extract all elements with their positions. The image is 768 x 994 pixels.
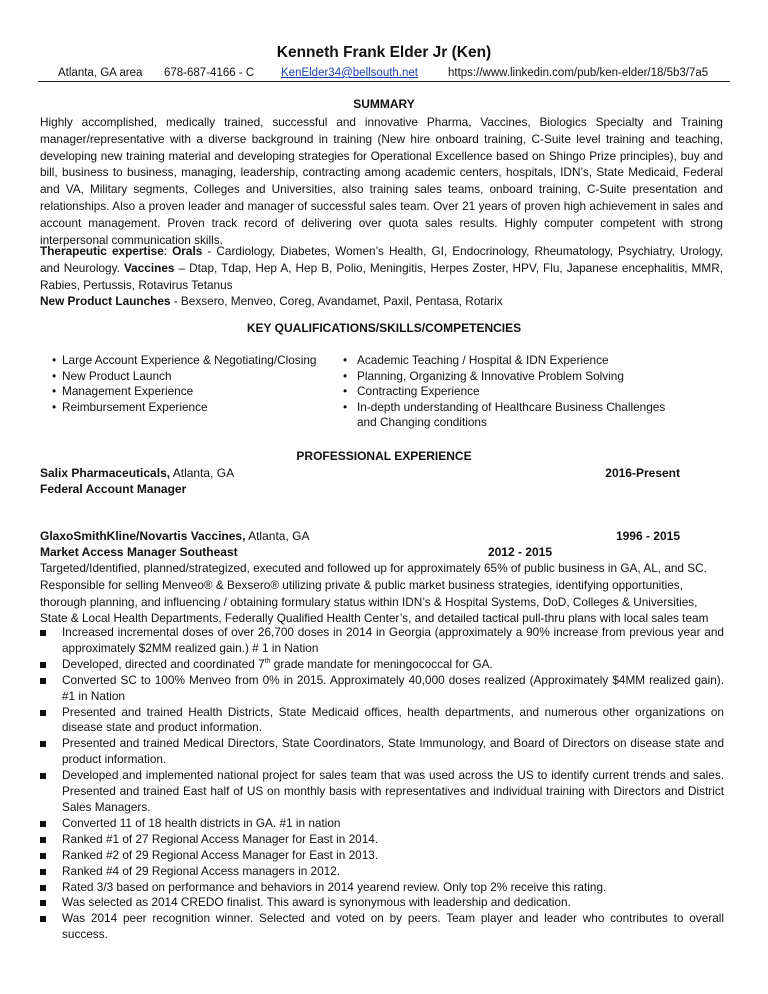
job2-dates: 1996 - 2015 [615, 529, 680, 543]
list-item: Converted 11 of 18 health districts in GA. #1 in nation [38, 816, 724, 832]
job2-role-dates: 2012 - 2015 [487, 545, 552, 559]
list-item: Increased incremental doses of over 26,700 doses in 2014 in Georgia (approximately a 90% increase from previous year and approximately $2MM realized gain.) # 1 in Nation [38, 625, 724, 657]
bullet-text: grade mandate for meningococcal for GA. [270, 656, 493, 671]
qualifications-right-list [343, 353, 688, 431]
list-item: • Large Account Experience & Negotiating/Closing [52, 353, 342, 369]
job2-role-line [40, 544, 552, 560]
vaccines-text: – Dtap, Tdap, Hep A, Hep B, Polio, Meningitis, Herpes Zoster, HPV, Flu, Japanese encephalitis, MMR, Rabies, Pertussis, Rotavirus Tetanus [40, 260, 723, 292]
therapeutic-expertise: Therapeutic expertise: Orals - Cardiology, Diabetes, Women’s Health, GI, Endocrinology, Rheumatology, Psychiatry, Urology, and Neurology. Vaccines – Dtap, Tdap, Hep A, Hep B, Polio, Meningitis, Herpes Zoster, HPV, Flu, Japanese encephalitis, MMR, Rabies, Pertussis, Rotavirus Tetanus New Product Launches - Bexsero, Menveo, Coreg, Avandamet, Paxil, Pentasa, Rotarix [40, 244, 723, 309]
list-item: Developed and implemented national project for sales team that was used across the US to identify current trends and sales. Presented and trained East half of US on monthly basis with representatives and individual training with Directors and District Sales Managers. [38, 768, 724, 816]
list-item: • Reimbursement Experience [52, 400, 342, 416]
contact-line [38, 66, 730, 82]
job1-company: Salix Pharmaceuticals, [40, 466, 171, 480]
contact-location: Atlanta, GA area [58, 67, 143, 79]
job2-description [40, 560, 723, 627]
list-item: • Management Experience [52, 384, 342, 400]
qualifications-left-list [52, 353, 342, 415]
list-item: • Academic Teaching / Hospital & IDN Experience [343, 353, 688, 369]
list-item: • In-depth understanding of Healthcare Business Challenges and Changing conditions [343, 400, 688, 431]
launches-text: - Bexsero, Menveo, Coreg, Avandamet, Paxil, Pentasa, Rotarix [170, 294, 503, 309]
job1-header [40, 465, 680, 481]
list-item: • Contracting Experience [343, 384, 688, 400]
list-item: Ranked #4 of 29 Regional Access managers in 2012. [38, 864, 724, 880]
list-item: • Planning, Organizing & Innovative Problem Solving [343, 369, 688, 385]
list-item: Presented and trained Medical Directors, State Coordinators, State Immunology, and Board of Directors on disease state and product information. [38, 736, 724, 768]
job1-title: Federal Account Manager [40, 482, 187, 496]
orals-label: Orals [172, 244, 203, 258]
contact-phone: 678-687-4166 - C [164, 67, 255, 79]
list-item: Ranked #1 of 27 Regional Access Manager for East in 2014. [38, 832, 724, 848]
therapeutic-label: Therapeutic expertise [40, 244, 164, 258]
list-item: Was selected as 2014 CREDO finalist. This award is synonymous with leadership and dedication. [38, 895, 724, 911]
launches-label: New Product Launches [40, 294, 171, 309]
ordinal-suffix: th [264, 657, 271, 665]
list-item: Converted SC to 100% Menveo from 0% in 2015. Approximately 40,000 doses realized (Approximately $4MM realized gain). #1 in Nation [38, 673, 724, 705]
description-line: Responsible for selling Menveo® & Bexsero® utilizing private & public market business strategies, identifying opportunities, [40, 577, 683, 592]
job2-location: Atlanta, GA [245, 529, 310, 543]
achievements-list [38, 625, 724, 943]
list-item: Ranked #2 of 29 Regional Access Manager for East in 2013. [38, 848, 724, 864]
list-item [38, 657, 724, 673]
experience-heading: PROFESSIONAL EXPERIENCE [296, 449, 472, 463]
contact-linkedin: https://www.linkedin.com/pub/ken-elder/18/5b3/7a5 [448, 67, 709, 79]
job2-header [40, 528, 680, 544]
bullet-text: Developed, directed and coordinated 7 [62, 656, 265, 671]
orals-text: - Cardiology, Diabetes, Women’s Health, GI, Endocrinology, Rheumatology, Psychiatry, Urology, and Neurology. [40, 244, 723, 275]
summary-heading: SUMMARY [353, 97, 415, 111]
summary-text: Highly accomplished, medically trained, successful and innovative Pharma, Vaccines, Biologics Specialty and Training manager/representative with a diverse background in training (New hire onboard training, C-Suite level training and teaching, developing new training material and developing strategies for Operational Excellence based on Shingo Prize principles), buy and bill, business to business, managing, leadership, contracting among academic centers, hospitals, IDN’s, State Medicaid, Federal and VA, Military segments, Colleges and Universities, also training sales teams, onboard training, C-Suite presentation and relationships. Also a proven leader and manager of successful sales team. Over 21 years of proven high achievement in sales and account management. Proven track record of delivering over quota sales results. Highly computer competent with strong interpersonal communication skills. [40, 115, 723, 247]
job1-dates: 2016-Present [605, 466, 680, 480]
description-line: State & Local Health Departments, Federally Qualified Health Center’s, and detailed tactical pull-thru plans with local sales team [40, 611, 709, 626]
candidate-name: Kenneth Frank Elder Jr (Ken) [276, 44, 492, 61]
description-line: thorough planning, and influencing / obtaining formulary status within IDN’s & Hospital Systems, DoD, Colleges & Universities, [40, 594, 698, 609]
job2-company: GlaxoSmithKline/Novartis Vaccines, [40, 529, 246, 543]
list-item: Presented and trained Health Districts, State Medicaid offices, health departments, and numerous other organizations on disease state and product information. [38, 705, 724, 737]
list-item: Was 2014 peer recognition winner. Selected and voted on by peers. Team player and leader who contributes to overall success. [38, 911, 724, 943]
list-item: Rated 3/3 based on performance and behaviors in 2014 yearend review. Only top 2% receive this rating. [38, 880, 724, 896]
vaccines-label: Vaccines [123, 260, 175, 275]
qualifications-heading: KEY QUALIFICATIONS/SKILLS/COMPETENCIES [246, 321, 522, 335]
job2-role: Market Access Manager Southeast [40, 545, 238, 559]
list-item: • New Product Launch [52, 369, 342, 385]
job1-location: Atlanta, GA [170, 466, 235, 480]
contact-email-link[interactable]: KenElder34@bellsouth.net [281, 67, 418, 79]
description-line: Targeted/Identified, planned/strategized, executed and followed up for approximately 65% of public business in GA, AL, and SC. [40, 561, 707, 575]
